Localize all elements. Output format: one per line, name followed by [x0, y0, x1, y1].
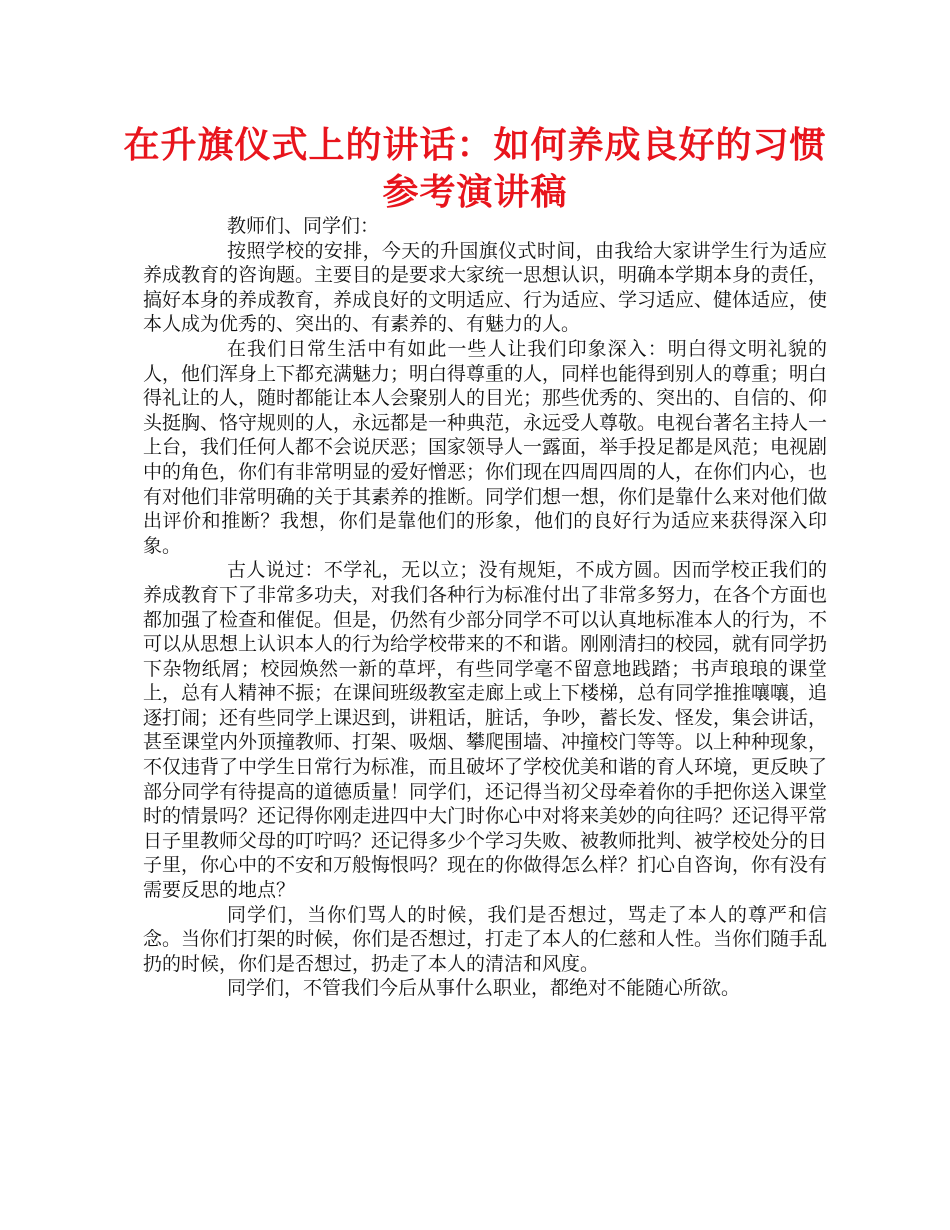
paragraph-1: 按照学校的安排，今天的升国旗仪式时间，由我给大家讲学生行为适应养成教育的咨询题。主要目的是要求大家统一思想认识，明确本学期本身的责任，搞好本身的养成教育，养成良好的文明适应、行为适应、学习适应、健体适应，使本人成为优秀的、突出的、有素养的、有魅力的人。: [143, 239, 828, 336]
paragraph-4: 同学们，当你们骂人的时候，我们是否想过，骂走了本人的尊严和信念。当你们打架的时候，你们是否想过，打走了本人的仁慈和人性。当你们随手乱扔的时候，你们是否想过，扔走了本人的清洁和风度。: [143, 903, 828, 975]
paragraph-2: 在我们日常生活中有如此一些人让我们印象深入：明白得文明礼貌的人，他们浑身上下都充满魅力；明白得尊重的人，同样也能得到别人的尊重；明白得礼让的人，随时都能让本人会聚别人的目光；那些优秀的、突出的、自信的、仰头挺胸、恪守规则的人，永远都是一种典范，永远受人尊敬。电视台著名主持人一上台，我们任何人都不会说厌恶；国家领导人一露面，举手投足都是风范；电视剧中的角色，你们有非常明显的爱好憎恶；你们现在四周四周的人，在你们内心，也有对他们非常明确的关于其素养的推断。同学们想一想，你们是靠什么来对他们做出评价和推断？我想，你们是靠他们的形象，他们的良好行为适应来获得深入印象。: [143, 337, 828, 557]
document-title: 在升旗仪式上的讲话：如何养成良好的习惯参考演讲稿: [123, 125, 827, 213]
paragraph-5: 同学们，不管我们今后从事什么职业，都绝对不能随心所欲。: [227, 977, 741, 1000]
paragraph-salutation: 教师们、同学们：: [227, 215, 380, 237]
document-body: [143, 214, 827, 1001]
paragraph-3: 古人说过：不学礼，无以立；没有规矩，不成方圆。因而学校正我们的养成教育下了非常多功夫，对我们各种行为标准付出了非常多努力，在各个方面也都加强了检查和催促。但是，仍然有少部分同学不可以认真地标准本人的行为，不可以从思想上认识本人的行为给学校带来的不和谐。刚刚清扫的校园，就有同学扔下杂物纸屑；校园焕然一新的草坪，有些同学毫不留意地践踏；书声琅琅的课堂上，总有人精神不振；在课间班级教室走廊上或上下楼梯，总有同学推推嚷嚷，追逐打闹；还有些同学上课迟到，讲粗话，脏话，争吵，蓄长发、怪发，集会讲话，甚至课堂内外顶撞教师、打架、吸烟、攀爬围墙、冲撞校门等等。以上种种现象，不仅违背了中学生日常行为标准，而且破坏了学校优美和谐的育人环境，更反映了部分同学有待提高的道德质量！同学们，还记得当初父母牵着你的手把你送入课堂时的情景吗？还记得你刚走进四中大门时你心中对将来美妙的向往吗？还记得平常日子里教师父母的叮咛吗？还记得多少个学习失败、被教师批判、被学校处分的日子里，你心中的不安和万般悔恨吗？现在的你做得怎么样？扪心自咨询，你有没有需要反思的地点？: [143, 559, 828, 902]
